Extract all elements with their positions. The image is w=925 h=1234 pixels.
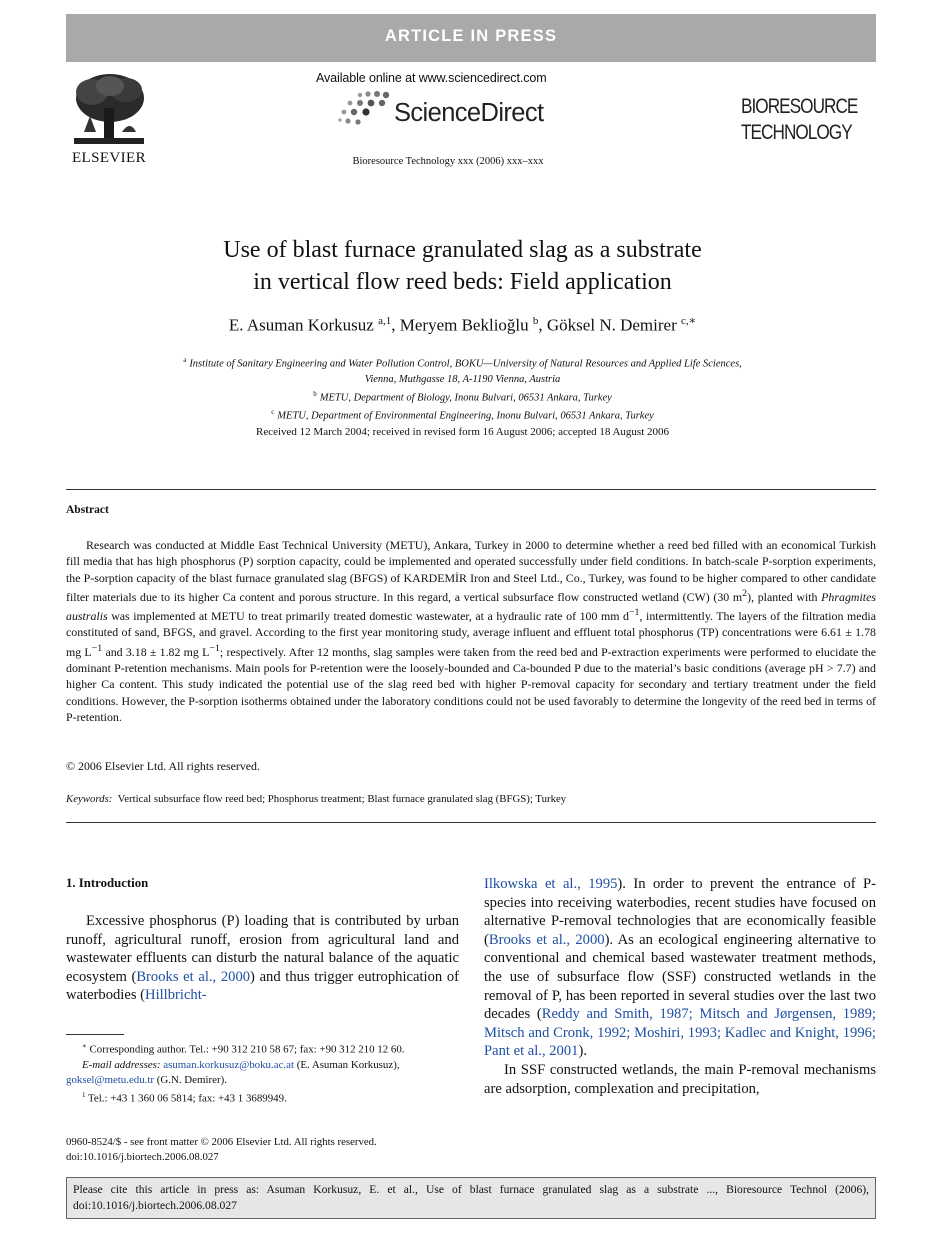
affiliation-text: Institute of Sanitary Engineering and Water Pollution Control, BOKU—University of Natural Resources and Applied Life Sciences,: [189, 358, 742, 370]
abstract-text: , intermittently. The layers of the filtration media constituted of sand, BFGS, and gravel. According to the first year monitoring study, average influent and effluent total phosphorus (TP) concentrations were 6.61 ± 1.78 mg L: [66, 609, 876, 659]
doi-line: doi:10.1016/j.biortech.2006.08.027: [66, 1151, 219, 1163]
affiliation-mark: b: [313, 389, 317, 398]
affiliation-mark: a: [183, 356, 187, 364]
sciencedirect-availability: Available online at www.sciencedirect.com: [316, 71, 547, 85]
left-column: [66, 912, 459, 1005]
abstract-bottom-rule: [66, 822, 876, 823]
footnote-text: Corresponding author. Tel.: +90 312 210 58 67; fax: +90 312 210 12 60.: [89, 1043, 405, 1056]
front-matter: [66, 1135, 566, 1165]
article-in-press-banner: ARTICLE IN PRESS: [66, 14, 876, 62]
author-name: Göksel N. Demirer: [546, 315, 677, 335]
abstract-text: was implemented at METU to treat primarily treated domestic wastewater, at a hydraulic rate of 100 mm d: [107, 609, 629, 624]
superscript: −1: [91, 642, 103, 654]
footnote-corresponding: [66, 1039, 459, 1058]
affiliation-c: [80, 405, 845, 424]
journal-logo-line2: TECHNOLOGY: [741, 121, 852, 144]
footnote-text: (E. Asuman Korkusuz),: [293, 1058, 400, 1071]
citation-link[interactable]: Reddy and Smith, 1987; Mitsch and Jørgensen, 1989; Mitsch and Cronk, 1992; Moshiri, 1993; Kadlec and Knight, 1996; Pant et al., 2001: [484, 1006, 876, 1060]
author-list: [100, 314, 825, 336]
footnote-text: Tel.: +43 1 360 06 5814; fax: +43 1 3689949.: [88, 1092, 287, 1105]
body-text: ).: [578, 1043, 587, 1060]
abstract-top-rule: [66, 489, 876, 490]
issn-line: 0960-8524/$ - see front matter © 2006 Elsevier Ltd. All rights reserved.: [66, 1136, 377, 1148]
footnotes: [66, 1039, 459, 1107]
citation-link[interactable]: Brooks et al., 2000: [488, 931, 605, 948]
affiliation-a: [80, 353, 845, 372]
body-text: ) and thus trigger eutrophication of waterbodies (: [66, 968, 459, 1004]
title-line-1: Use of blast furnace granulated slag as a substrate: [223, 237, 702, 263]
keywords: [66, 793, 876, 805]
title-line-2: in vertical flow reed beds: Field application: [253, 269, 672, 295]
author-affiliation-mark: c,∗: [680, 315, 697, 327]
elsevier-tree-logo: [66, 70, 152, 150]
article-history-dates: Received 12 March 2004; received in revised form 16 August 2006; accepted 18 August 2006: [255, 426, 669, 438]
body-paragraph: [66, 912, 459, 1005]
affiliation-a-cont: Vienna, Muthgasse 18, A-1190 Vienna, Austria: [364, 373, 561, 385]
body-text: Excessive phosphorus (P) loading that is contributed by urban runoff, agricultural runoff, erosion from agricultural land and wastewater effluents can disturb the natural balance of the aquatic ecosystem (: [66, 913, 459, 985]
sciencedirect-dots-icon: [336, 91, 394, 127]
affiliation-mark: c: [271, 408, 275, 416]
author-separator: ,: [391, 315, 400, 335]
body-text: ). In order to prevent the entrance of P-species into receiving waterbodies, recent studies have focused on alternative P-removal technologies that are economically feasible (: [484, 876, 876, 948]
superscript: −1: [628, 607, 640, 619]
affiliation-b: [80, 387, 845, 406]
author-affiliation-mark: b: [532, 315, 539, 327]
superscript: −1: [209, 642, 220, 654]
section-heading-introduction: 1. Introduction: [66, 876, 149, 890]
species-name: Phragmites australis: [66, 589, 876, 624]
affiliations: [80, 353, 845, 424]
abstract-text: and 3.18 ± 1.82 mg L: [102, 644, 210, 659]
journal-logo-line1: BIORESOURCE: [741, 95, 858, 118]
body-text: ). As an ecological engineering alternative to conventional and chemical based wastewater treatment methods, the use of subsurface flow (SSF) constructed wetlands in the removal of P, has been reported in several studies over the last two decades (: [484, 931, 876, 1023]
body-text: In SSF constructed wetlands, the main P-removal mechanisms are adsorption, complexation and precipitation,: [484, 1061, 876, 1097]
abstract-text: ), planted with: [747, 589, 822, 604]
abstract-text: Research was conducted at Middle East Technical University (METU), Ankara, Turkey in 2000 to determine whether a reed bed filled with an economical Turkish fill media that has high phosphorus (P) sorption capacity, could be implemented and operated successfully under field conditions. In batch-scale P-sorption experiments, the P-sorption capacity of the blast furnace granulated slag (BFGS) of KARDEMİR Iron and Steel Ltd., Co., Turkey, was found to be higher compared to other candidate filter materials due to its higher Ca content and porous structure. In this regard, a vertical subsurface flow constructed wetland (CW) (30 m: [66, 538, 876, 604]
affiliation-text: METU, Department of Biology, Inonu Bulvari, 06531 Ankara, Turkey: [319, 392, 612, 403]
footnote-1: [66, 1088, 459, 1107]
author-separator: ,: [538, 315, 547, 335]
footnote-mark: 1: [82, 1091, 86, 1100]
citation-link[interactable]: Brooks et al., 2000: [136, 968, 251, 985]
body-paragraph: [484, 875, 876, 1061]
abstract-heading: Abstract: [66, 504, 109, 516]
abstract-copyright: © 2006 Elsevier Ltd. All rights reserved.: [66, 759, 260, 773]
keywords-label: Keywords:: [66, 793, 113, 805]
abstract-body: [66, 537, 876, 725]
footnote-emails: [66, 1058, 459, 1088]
abstract-text: ; respectively. After 12 months, slag samples were taken from the reed bed and P-extraction experiments were performed to elucidate the dominant P-retention mechanisms. Main pools for P-retention were the loosely-bounded and Ca-bounded P due to the material’s basic conditions (average pH > 7.7) and higher Ca content. This study indicated the potential use of the slag reed bed with higher P-removal capacity for secondary and tertiary treatment under the field conditions. However, the P-sorption isotherms obtained under the laboratory conditions could not be used favorably to determine the longevity of the reed bed in terms of P-retention.: [66, 644, 876, 724]
right-column: [484, 875, 876, 1098]
article-title: [100, 234, 825, 298]
elsevier-wordmark: ELSEVIER: [71, 150, 147, 166]
abstract-paragraph: [66, 537, 876, 725]
cite-this-article-box: Please cite this article in press as: Asuman Korkusuz, E. et al., Use of blast furnace granulated slag as a substrate ..., Bioresource Technol (2006), doi:10.1016/j.biortech.2006.08.027: [66, 1177, 876, 1219]
affiliation-text: METU, Department of Environmental Engineering, Inonu Bulvari, 06531 Ankara, Turkey: [277, 410, 654, 422]
sciencedirect-wordmark: ScienceDirect: [394, 99, 544, 127]
email-link[interactable]: asuman.korkusuz@boku.ac.at: [163, 1058, 294, 1071]
body-paragraph: [484, 1061, 876, 1098]
author-name: E. Asuman Korkusuz: [228, 315, 374, 335]
email-link[interactable]: goksel@metu.edu.tr: [66, 1074, 155, 1087]
superscript: 2: [742, 587, 748, 599]
email-label: E-mail addresses:: [82, 1058, 161, 1071]
citation-link[interactable]: Ilkowska et al., 1995: [484, 876, 618, 892]
journal-logo: [741, 94, 858, 146]
footnote-text: (G.N. Demirer).: [154, 1074, 227, 1087]
author-name: Meryem Beklioğlu: [399, 315, 529, 335]
footnote-mark: ∗: [82, 1042, 87, 1050]
footnote-rule: [66, 1034, 124, 1035]
journal-citation-line: Bioresource Technology xxx (2006) xxx–xxx: [352, 156, 544, 167]
citation-link[interactable]: Hillbricht-: [145, 987, 207, 1004]
author-affiliation-mark: a,1: [378, 315, 392, 327]
keywords-text: Vertical subsurface flow reed bed; Phosphorus treatment; Blast furnace granulated slag (BFGS); Turkey: [117, 793, 567, 805]
